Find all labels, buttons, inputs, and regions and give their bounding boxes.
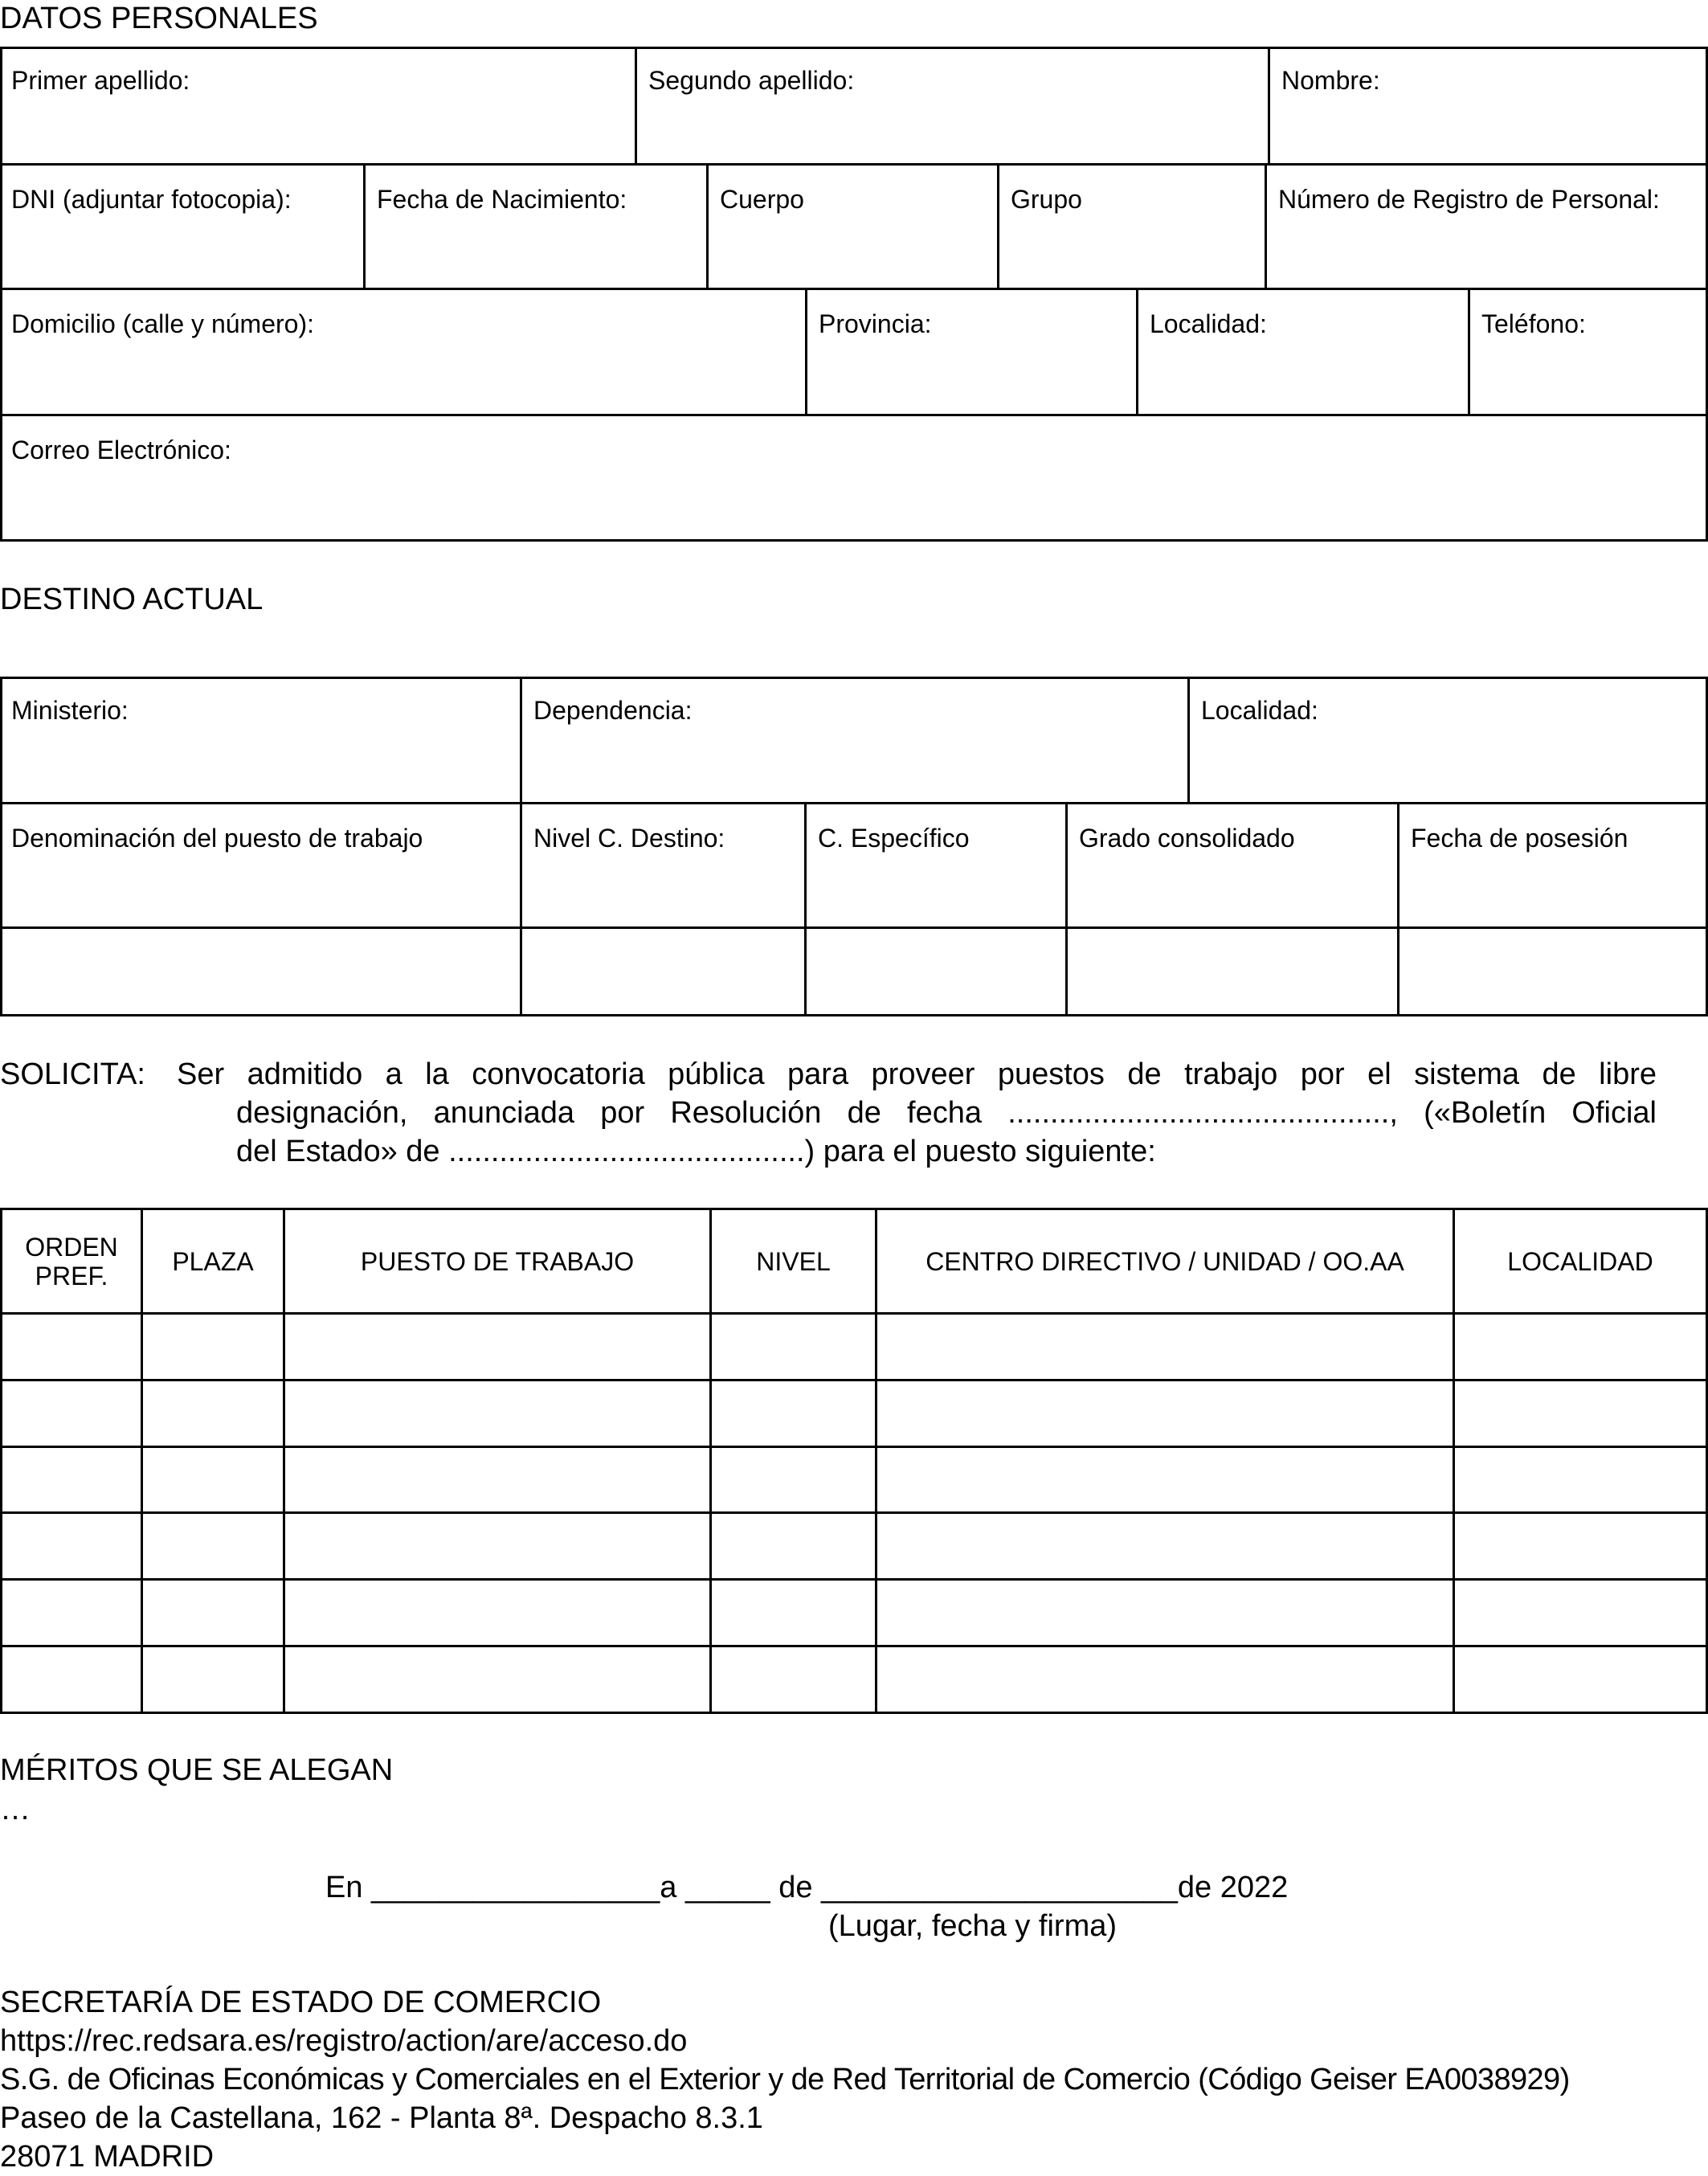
dependencia-label: Dependencia: — [533, 696, 693, 725]
nivel-label: Nivel C. Destino: — [533, 824, 725, 853]
grupo-field[interactable] — [999, 166, 1265, 288]
header-centro: CENTRO DIRECTIVO / UNIDAD / OO.AA — [926, 1246, 1404, 1276]
footer-secretaria: SECRETARÍA DE ESTADO DE COMERCIO — [0, 1986, 602, 2019]
especifico-label: C. Específico — [818, 824, 970, 853]
localidad-label: Localidad: — [1150, 309, 1267, 338]
header-orden-pref — [2, 1210, 141, 1312]
table-row[interactable] — [0, 1581, 1708, 1645]
section-title-destino: DESTINO ACTUAL — [0, 583, 264, 616]
solicita-line-1: Ser admitido a la convocatoria pública para proveer puestos de trabajo por el sistema de libre — [177, 1057, 1657, 1091]
cuerpo-label: Cuerpo — [720, 185, 804, 214]
nrp-label: Número de Registro de Personal: — [1278, 185, 1660, 214]
grado-label: Grado consolidado — [1079, 824, 1295, 853]
denominacion-value-input[interactable] — [0, 929, 520, 1014]
grupo-label: Grupo — [1011, 185, 1082, 214]
fecha-posesion-value-input[interactable] — [1399, 929, 1706, 1014]
destino-localidad-field[interactable] — [1190, 677, 1706, 802]
dni-label: DNI (adjuntar fotocopia): — [11, 185, 292, 214]
provincia-field[interactable] — [807, 290, 1136, 414]
solicita-label: SOLICITA: — [0, 1057, 145, 1091]
ministerio-field[interactable] — [0, 677, 520, 802]
nombre-field[interactable] — [1270, 47, 1706, 163]
table-row[interactable] — [0, 1514, 1708, 1578]
header-nivel: NIVEL — [756, 1246, 831, 1276]
dependencia-field[interactable] — [522, 677, 1187, 802]
section-title-personal: DATOS PERSONALES — [0, 2, 318, 35]
footer-city: 28071 MADRID — [0, 2140, 215, 2174]
nivel-value-input[interactable] — [522, 929, 804, 1014]
domicilio-field[interactable] — [0, 290, 805, 414]
footer-sg: S.G. de Oficinas Económicas y Comerciales en el Exterior y de Red Territorial de Comercio (Código Geiser EA0038929) — [0, 2063, 1570, 2096]
grado-field[interactable] — [1068, 804, 1397, 926]
correo-label: Correo Electrónico: — [11, 436, 231, 464]
table-row[interactable] — [0, 1647, 1708, 1712]
denominacion-field[interactable] — [0, 804, 520, 926]
primer-apellido-field[interactable] — [0, 47, 635, 163]
nrp-field[interactable] — [1267, 166, 1706, 288]
meritos-title: MÉRITOS QUE SE ALEGAN — [0, 1753, 394, 1787]
header-plaza: PLAZA — [172, 1246, 254, 1276]
table-row[interactable] — [0, 1381, 1708, 1446]
segundo-apellido-field[interactable] — [637, 47, 1268, 163]
fecha-posesion-field[interactable] — [1399, 804, 1706, 926]
provincia-label: Provincia: — [819, 309, 932, 338]
domicilio-label: Domicilio (calle y número): — [11, 309, 314, 338]
solicita-line-3: del Estado» de ..........................................) para el puesto siguiente: — [236, 1135, 1156, 1168]
header-localidad: LOCALIDAD — [1507, 1246, 1653, 1276]
header-puesto: PUESTO DE TRABAJO — [360, 1246, 635, 1276]
localidad-field[interactable] — [1138, 290, 1468, 414]
especifico-field[interactable] — [807, 804, 1065, 926]
table-row[interactable] — [0, 1448, 1708, 1511]
especifico-value-input[interactable] — [807, 929, 1065, 1014]
cuerpo-field[interactable] — [709, 166, 997, 288]
nivel-field[interactable] — [522, 804, 804, 926]
fecha-posesion-label: Fecha de posesión — [1411, 824, 1628, 853]
firma-line: En _________________a _____ de _____________________de 2022 — [325, 1871, 1289, 1904]
ministerio-label: Ministerio: — [11, 696, 129, 725]
solicita-line-2: designación, anunciada por Resolución de fecha ............................................., («Boletín Oficial — [236, 1096, 1657, 1130]
telefono-field[interactable] — [1470, 290, 1706, 414]
nombre-label: Nombre: — [1281, 66, 1380, 95]
correo-field[interactable] — [0, 416, 1706, 539]
primer-apellido-label: Primer apellido: — [11, 66, 190, 95]
firma-caption: (Lugar, fecha y firma) — [828, 1909, 1118, 1943]
destino-localidad-label: Localidad: — [1201, 696, 1318, 725]
segundo-apellido-label: Segundo apellido: — [648, 66, 855, 95]
dni-field[interactable] — [0, 166, 363, 288]
table-row[interactable] — [0, 1315, 1708, 1379]
footer-address-line: Paseo de la Castellana, 162 - Planta 8ª. Despacho 8.3.1 — [0, 2101, 763, 2135]
fecha-nacimiento-label: Fecha de Nacimiento: — [377, 185, 627, 214]
fecha-nacimiento-field[interactable] — [366, 166, 706, 288]
header-orden-pref-text: ORDEN PREF. — [25, 1232, 118, 1290]
meritos-ellipsis: … — [0, 1793, 31, 1826]
telefono-label: Teléfono: — [1481, 309, 1586, 338]
footer-url-link[interactable]: https://rec.redsara.es/registro/action/are/acceso.do — [0, 2024, 688, 2058]
grado-value-input[interactable] — [1068, 929, 1397, 1014]
denominacion-label: Denominación del puesto de trabajo — [11, 824, 423, 853]
